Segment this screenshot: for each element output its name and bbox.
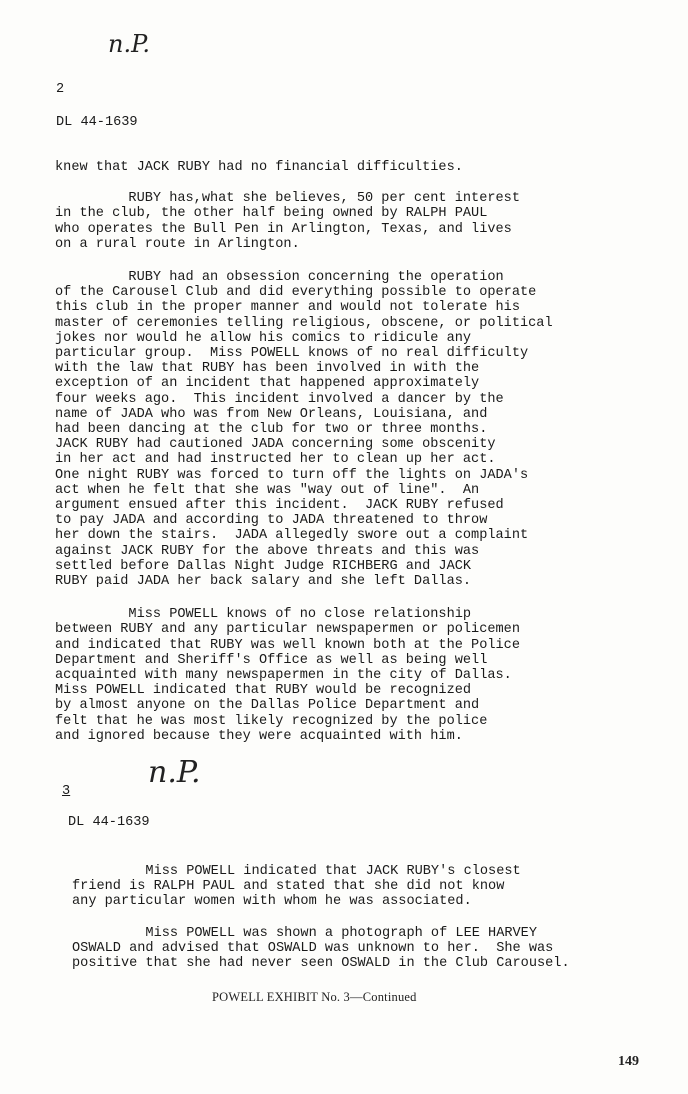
text-line: Department and Sheriff's Office as well as being well — [55, 652, 488, 668]
text-line: any particular women with whom he was associated. — [72, 894, 472, 910]
text-line: in the club, the other half being owned by RALPH PAUL — [55, 206, 488, 222]
file-number-top: DL 44-1639 — [56, 115, 138, 130]
text-line: of the Carousel Club and did everything possible to operate — [55, 285, 537, 301]
text-line: argument ensued after this incident. JACK RUBY refused — [55, 498, 504, 513]
text-line: by almost anyone on the Dallas Police Department and — [55, 698, 480, 714]
text-line: against JACK RUBY for the above threats and this was — [55, 543, 480, 559]
text-line: knew that JACK RUBY had no financial difficulties. — [55, 160, 463, 175]
handwritten-mark-bottom: n.P. — [148, 755, 201, 790]
exhibit-caption: POWELL EXHIBIT No. 3—Continued — [212, 990, 417, 1004]
text-line: and ignored because they were acquainted with him. — [55, 728, 463, 744]
text-line: RUBY had an obsession concerning the operation — [55, 270, 504, 285]
text-line: RUBY has,what she believes, 50 per cent interest — [55, 191, 520, 207]
text-line: exception of an incident that happened approximately — [55, 376, 480, 392]
text-line: OSWALD and advised that OSWALD was unknown to her. She was — [72, 940, 554, 956]
text-line: Miss POWELL was shown a photograph of LEE HARVEY — [72, 925, 537, 941]
text-line: in her act and had instructed her to clean up her act. — [55, 452, 496, 468]
text-line: and indicated that RUBY was well known both at the Police — [55, 637, 520, 653]
text-line: who operates the Bull Pen in Arlington, Texas, and lives — [55, 221, 512, 237]
text-line: act when he felt that she was "way out of line". An — [55, 482, 480, 498]
page-number-2: 2 — [56, 82, 65, 97]
text-line: jokes nor would he allow his comics to ridicule any — [55, 330, 472, 346]
text-line: felt that he was most likely recognized by the police — [55, 713, 488, 729]
text-line: between RUBY and any particular newspapermen or policemen — [55, 622, 520, 638]
text-line: her down the stairs. JADA allegedly swore out a complaint — [55, 528, 529, 544]
text-line: had been dancing at the club for two or three months. — [55, 422, 488, 437]
text-line: friend is RALPH PAUL and stated that she did not know — [72, 879, 505, 895]
text-line: with the law that RUBY has been involved in with the — [55, 361, 480, 377]
text-line: Miss POWELL indicated that RUBY would be recognized — [55, 683, 472, 699]
text-line: particular group. Miss POWELL knows of no real difficulty — [55, 346, 529, 361]
text-line: Miss POWELL indicated that JACK RUBY's closest — [72, 864, 521, 879]
text-line: Miss POWELL knows of no close relationship — [55, 607, 472, 623]
text-line: this club in the proper manner and would not tolerate his — [55, 300, 520, 316]
page-number-3: 3 — [62, 784, 71, 799]
text-line: settled before Dallas Night Judge RICHBERG and JACK — [55, 558, 472, 574]
text-line: positive that she had never seen OSWALD in the Club Carousel. — [72, 956, 570, 971]
handwritten-mark-top: n.P. — [108, 30, 150, 58]
text-line: JACK RUBY had cautioned JADA concerning some obscenity — [55, 437, 496, 453]
text-line: One night RUBY was forced to turn off the lights on JADA's — [55, 467, 529, 483]
text-line: acquainted with many newspapermen in the city of Dallas. — [55, 668, 512, 683]
text-line: to pay JADA and according to JADA threatened to throw — [55, 513, 488, 529]
text-line: on a rural route in Arlington. — [55, 236, 300, 252]
text-line: four weeks ago. This incident involved a dancer by the — [55, 391, 504, 407]
file-number-bottom: DL 44-1639 — [68, 815, 150, 830]
page-footer-number: 149 — [618, 1054, 639, 1069]
text-line: RUBY paid JADA her back salary and she left Dallas. — [55, 574, 472, 589]
text-line: name of JADA who was from New Orleans, Louisiana, and — [55, 406, 488, 422]
text-line: master of ceremonies telling religious, obscene, or political — [55, 315, 553, 331]
